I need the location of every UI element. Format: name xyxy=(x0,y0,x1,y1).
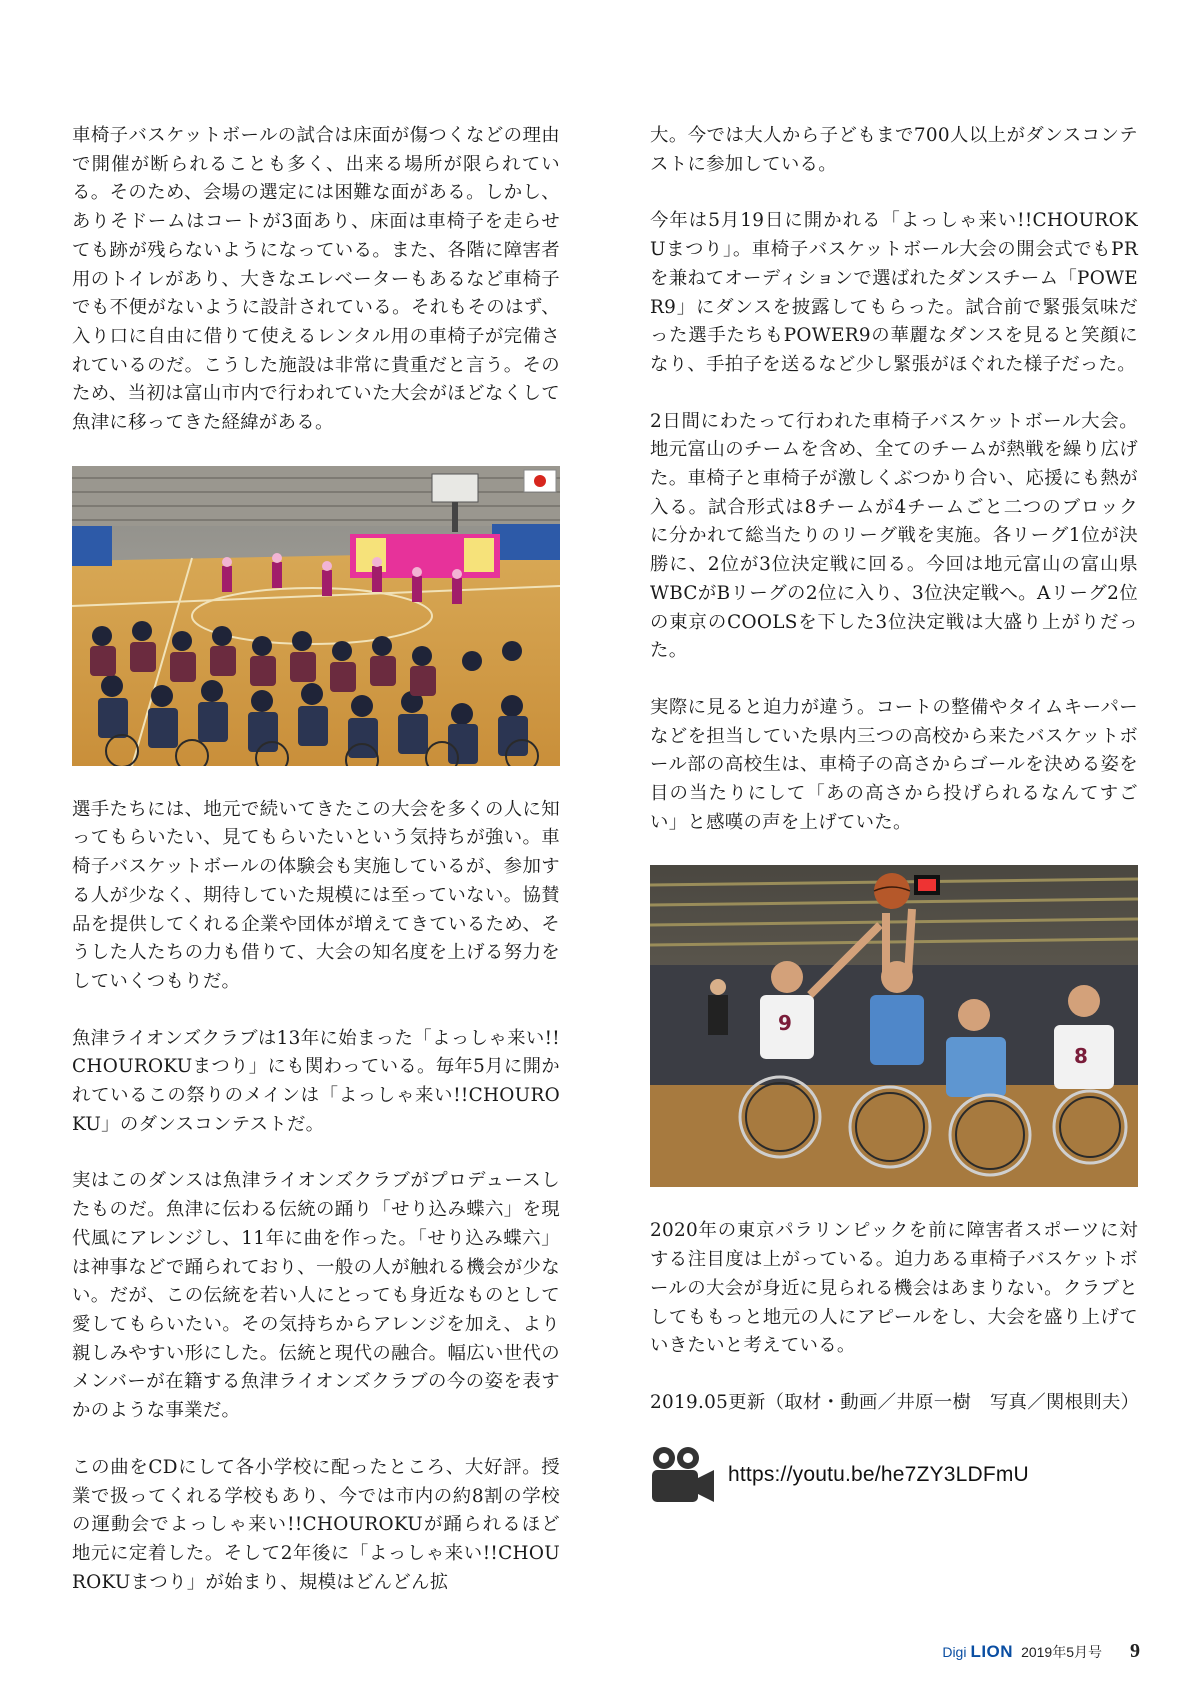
article-paragraph-10: 2020年の東京パラリンピックを前に障害者スポーツに対する注目度は上がっている。迫力ある車椅子バスケットボールの大会が身近に見られる機会はあまりない。クラブとしてももっと地元の人にアピールをし、大会を盛り上げていきたいと考えている。 xyxy=(650,1220,1138,1357)
left-column xyxy=(72,122,560,1625)
page-footer xyxy=(942,1640,1140,1663)
article-paragraph-5: この曲をCDにして各小学校に配ったところ、大好評。授業で扱ってくれる学校もあり、今では市内の約8割の学校の運動会でよっしゃ来い!!CHOUROKUが踊られるほど地元に定着した。そして2年後に「よっしゃ来い!!CHOUROKUまつり」が始まり、規模はどんどん拡 xyxy=(72,1456,560,1593)
article-paragraph-4: 実はこのダンスは魚津ライオンズクラブがプロデュースしたものだ。魚津に伝わる伝統の踊り「せり込み蝶六」を現代風にアレンジし、11年に曲を作った。「せり込み蝶六」は神事などで踊られており、一般の人が触れる機会が少ない。だが、この伝統を若い人にとっても身近なものとして愛してもらいたい。その気持ちからアレンジを加え、より親しみやすい形にした。伝統と現代の融合。幅広い世代のメンバーが在籍する魚津ライオンズクラブの今の姿を表すかのような事業だ。 xyxy=(72,1170,560,1422)
opening-ceremony-image xyxy=(72,466,560,766)
right-column xyxy=(650,122,1138,1504)
video-link-row xyxy=(650,1446,1138,1504)
photo-opening-ceremony xyxy=(72,466,560,766)
footer-lion-logo: LION xyxy=(970,1642,1014,1661)
video-camera-icon xyxy=(650,1446,716,1504)
article-paragraph-9: 実際に見ると迫力が違う。コートの整備やタイムキーパーなどを担当していた県内三つの高校から来たバスケットボール部の高校生は、車椅子の高さからゴールを決める姿を目の当たりにして「あの高さから投げられるなんてすごい」と感嘆の声を上げていた。 xyxy=(650,696,1138,833)
article-paragraph-1: 車椅子バスケットボールの試合は床面が傷つくなどの理由で開催が断られることも多く、出来る場所が限られている。そのため、会場の選定には困難な面がある。しかし、ありそドームはコートが3面あり、床面は車椅子を走らせても跡が残らないようになっている。また、各階に障害者用のトイレがあり、大きなエレベーターもあるなど車椅子でも不便がないように設計されている。それもそのはず、入り口に自由に借りて使えるレンタル用の車椅子が完備されているのだ。こうした施設は非常に貴重だと言う。そのため、当初は富山市内で行われていた大会がほどなくして魚津に移ってきた経緯がある。 xyxy=(72,125,560,434)
article-paragraph-2: 選手たちには、地元で続いてきたこの大会を多くの人に知ってもらいたい、見てもらいたいという気持ちが強い。車椅子バスケットボールの体験会も実施しているが、参加する人が少なく、期待していた規模には至っていない。協賛品を提供してくれる企業や団体が増えてきているため、そうした人たちの力も借りて、大会の知名度を上げる努力をしていくつもりだ。 xyxy=(72,798,560,992)
photo-credit: 2019.05更新（取材・動画／井原一樹 写真／関根則夫） xyxy=(650,1391,1140,1413)
game-action-image xyxy=(650,865,1138,1187)
article-paragraph-3: 魚津ライオンズクラブは13年に始まった「よっしゃ来い!!CHOUROKUまつり」にも関わっている。毎年5月に開かれているこの祭りのメインは「よっしゃ来い!!CHOUROKU」のダンスコンテストだ。 xyxy=(72,1027,560,1135)
article-paragraph-6: 大。今では大人から子どもまで700人以上がダンスコンテストに参加している。 xyxy=(650,125,1138,175)
youtube-link[interactable]: https://youtu.be/he7ZY3LDFmU xyxy=(728,1462,1029,1486)
article-paragraph-8: 2日間にわたって行われた車椅子バスケットボール大会。地元富山のチームを含め、全てのチームが熱戦を繰り広げた。車椅子と車椅子が激しくぶつかり合い、応援にも熱が入る。試合形式は8チームが4チームごと二つのブロックに分かれて総当たりのリーグ戦を実施。各リーグ1位が決勝に、2位が3位決定戦に回る。今回は地元富山の富山県WBCがBリーグの2位に入り、3位決定戦へ。Aリーグ2位の東京のCOOLSを下した3位決定戦は大盛り上がりだった。 xyxy=(650,410,1138,662)
svg-text:8: 8 xyxy=(1074,1044,1088,1069)
page-number: 9 xyxy=(1130,1640,1140,1662)
svg-text:9: 9 xyxy=(778,1011,792,1036)
article-paragraph-7: 今年は5月19日に開かれる「よっしゃ来い!!CHOUROKUまつり」。車椅子バスケットボール大会の開会式でもPRを兼ねてオーディションで選ばれたダンスチーム「POWER9」にダンスを披露してもらった。試合前で緊張気味だった選手たちもPOWER9の華麗なダンスを見ると笑顔になり、手拍子を送るなど少し緊張がほぐれた様子だった。 xyxy=(650,210,1138,375)
footer-issue: 2019年5月号 xyxy=(1021,1644,1102,1660)
footer-digi: Digi xyxy=(942,1644,967,1660)
photo-game-action xyxy=(650,865,1138,1187)
